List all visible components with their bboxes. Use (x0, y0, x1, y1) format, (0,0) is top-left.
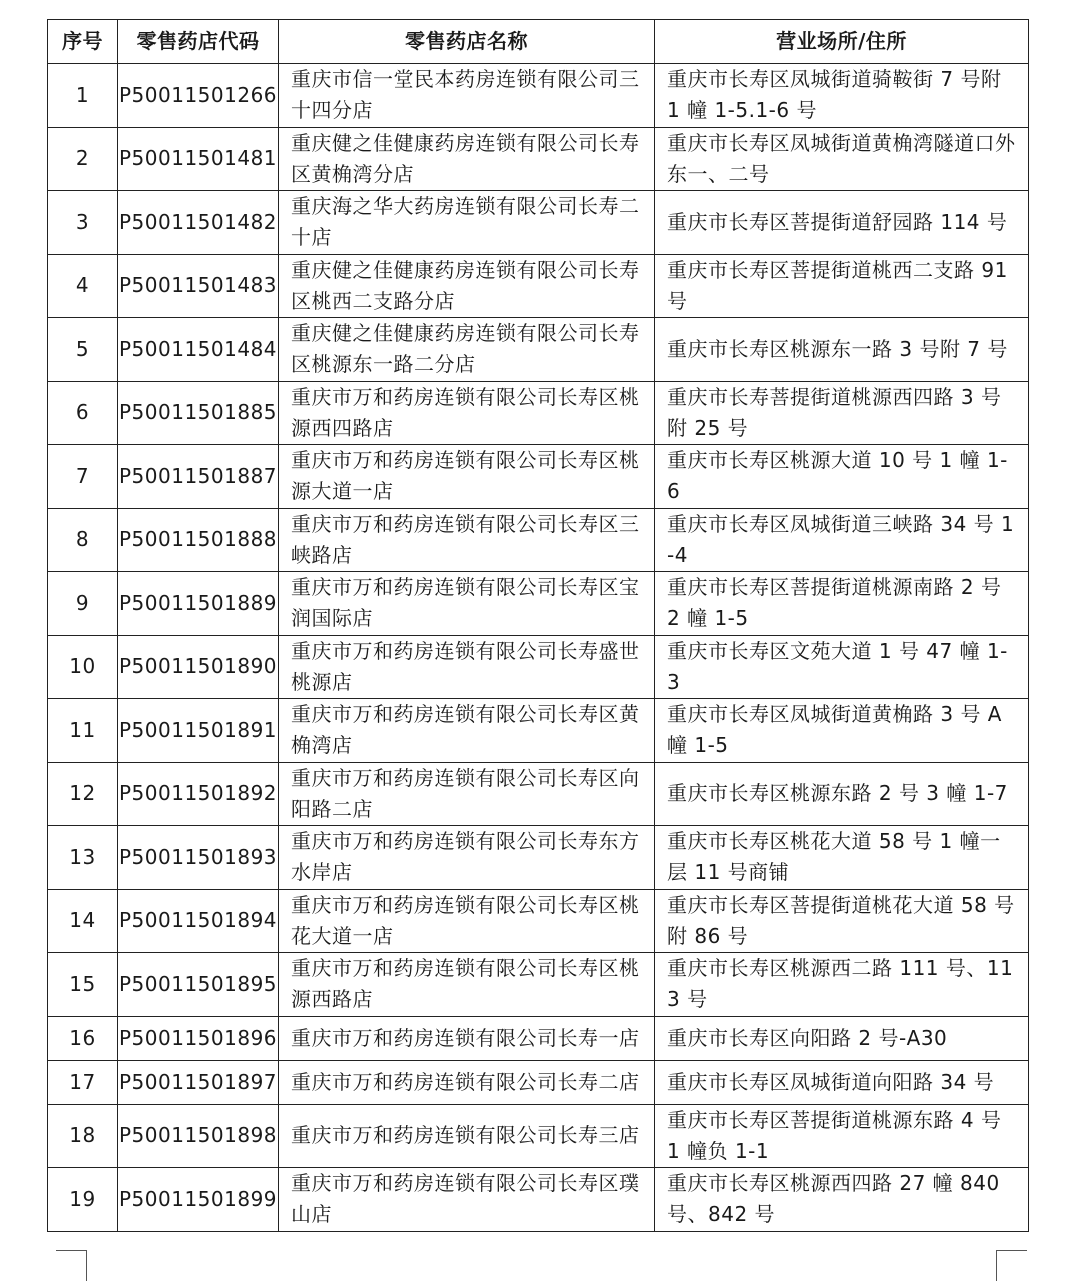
cell-pharmacy-code: P50011501482 (118, 191, 279, 255)
header-address: 营业场所/住所 (655, 20, 1029, 64)
table-row (48, 762, 1029, 826)
cell-index: 2 (48, 127, 118, 191)
cell-address: 重庆市长寿区菩提街道桃源东路 4 号 1 幢负 1-1 (655, 1104, 1029, 1168)
cell-index: 5 (48, 318, 118, 382)
cell-index: 3 (48, 191, 118, 255)
cell-index: 11 (48, 699, 118, 763)
table-row (48, 64, 1029, 128)
cell-index: 16 (48, 1016, 118, 1060)
cell-pharmacy-name: 重庆市万和药房连锁有限公司长寿区璞山店 (279, 1168, 655, 1232)
cell-pharmacy-name: 重庆市万和药房连锁有限公司长寿一店 (279, 1016, 655, 1060)
table-row (48, 1104, 1029, 1168)
pharmacy-table (47, 19, 1029, 1232)
cell-address: 重庆市长寿区凤城街道黄桷湾隧道口外东一、二号 (655, 127, 1029, 191)
cell-pharmacy-name: 重庆市万和药房连锁有限公司长寿盛世桃源店 (279, 635, 655, 699)
cell-pharmacy-name: 重庆市万和药房连锁有限公司长寿区桃源西四路店 (279, 381, 655, 445)
table-row (48, 572, 1029, 636)
cell-index: 7 (48, 445, 118, 509)
cell-pharmacy-code: P50011501898 (118, 1104, 279, 1168)
cell-pharmacy-name: 重庆市万和药房连锁有限公司长寿三店 (279, 1104, 655, 1168)
header-pharmacy-name: 零售药店名称 (279, 20, 655, 64)
cell-address: 重庆市长寿区向阳路 2 号-A30 (655, 1016, 1029, 1060)
cell-pharmacy-code: P50011501896 (118, 1016, 279, 1060)
cell-pharmacy-name: 重庆市万和药房连锁有限公司长寿区三峡路店 (279, 508, 655, 572)
cell-pharmacy-code: P50011501484 (118, 318, 279, 382)
cell-index: 1 (48, 64, 118, 128)
cell-pharmacy-code: P50011501892 (118, 762, 279, 826)
table-row (48, 826, 1029, 890)
cell-pharmacy-code: P50011501899 (118, 1168, 279, 1232)
table-row (48, 191, 1029, 255)
cell-pharmacy-code: P50011501887 (118, 445, 279, 509)
cell-pharmacy-name: 重庆健之佳健康药房连锁有限公司长寿区桃源东一路二分店 (279, 318, 655, 382)
cell-index: 19 (48, 1168, 118, 1232)
cell-pharmacy-name: 重庆市信一堂民本药房连锁有限公司三十四分店 (279, 64, 655, 128)
cell-pharmacy-code: P50011501897 (118, 1060, 279, 1104)
cell-pharmacy-name: 重庆市万和药房连锁有限公司长寿区桃花大道一店 (279, 889, 655, 953)
table-row (48, 1060, 1029, 1104)
cell-pharmacy-code: P50011501483 (118, 254, 279, 318)
table-row (48, 445, 1029, 509)
table-header (48, 20, 1029, 64)
cell-index: 6 (48, 381, 118, 445)
table-row (48, 953, 1029, 1017)
cell-pharmacy-code: P50011501893 (118, 826, 279, 890)
cell-pharmacy-code: P50011501895 (118, 953, 279, 1017)
cell-address: 重庆市长寿区桃源西四路 27 幢 840 号、842 号 (655, 1168, 1029, 1232)
cell-pharmacy-name: 重庆市万和药房连锁有限公司长寿区宝润国际店 (279, 572, 655, 636)
table-row (48, 508, 1029, 572)
pharmacy-table-container (47, 19, 1028, 1232)
cell-index: 15 (48, 953, 118, 1017)
table-row (48, 381, 1029, 445)
cell-pharmacy-name: 重庆市万和药房连锁有限公司长寿区黄桷湾店 (279, 699, 655, 763)
cell-address: 重庆市长寿区凤城街道黄桷路 3 号 A 幢 1-5 (655, 699, 1029, 763)
cell-pharmacy-code: P50011501894 (118, 889, 279, 953)
cell-pharmacy-code: P50011501266 (118, 64, 279, 128)
cell-address: 重庆市长寿区菩提街道舒园路 114 号 (655, 191, 1029, 255)
table-row (48, 254, 1029, 318)
cell-pharmacy-name: 重庆市万和药房连锁有限公司长寿东方水岸店 (279, 826, 655, 890)
cell-index: 4 (48, 254, 118, 318)
cell-pharmacy-name: 重庆市万和药房连锁有限公司长寿区向阳路二店 (279, 762, 655, 826)
header-pharmacy-code: 零售药店代码 (118, 20, 279, 64)
cell-address: 重庆市长寿区菩提街道桃西二支路 91 号 (655, 254, 1029, 318)
table-row (48, 127, 1029, 191)
cell-index: 13 (48, 826, 118, 890)
header-index: 序号 (48, 20, 118, 64)
cell-address: 重庆市长寿区凤城街道向阳路 34 号 (655, 1060, 1029, 1104)
cell-address: 重庆市长寿区菩提街道桃花大道 58 号附 86 号 (655, 889, 1029, 953)
table-row (48, 635, 1029, 699)
cell-index: 17 (48, 1060, 118, 1104)
cell-index: 12 (48, 762, 118, 826)
cell-pharmacy-name: 重庆市万和药房连锁有限公司长寿区桃源西路店 (279, 953, 655, 1017)
cell-address: 重庆市长寿区桃花大道 58 号 1 幢一层 11 号商铺 (655, 826, 1029, 890)
page-corner-mark-left (56, 1250, 87, 1281)
cell-address: 重庆市长寿区桃源东路 2 号 3 幢 1-7 (655, 762, 1029, 826)
table-row (48, 889, 1029, 953)
cell-pharmacy-code: P50011501890 (118, 635, 279, 699)
cell-pharmacy-name: 重庆市万和药房连锁有限公司长寿区桃源大道一店 (279, 445, 655, 509)
cell-pharmacy-name: 重庆健之佳健康药房连锁有限公司长寿区黄桷湾分店 (279, 127, 655, 191)
cell-index: 14 (48, 889, 118, 953)
cell-pharmacy-code: P50011501885 (118, 381, 279, 445)
cell-pharmacy-code: P50011501891 (118, 699, 279, 763)
header-row (48, 20, 1029, 64)
cell-address: 重庆市长寿区桃源大道 10 号 1 幢 1-6 (655, 445, 1029, 509)
table-row (48, 1016, 1029, 1060)
cell-address: 重庆市长寿区文苑大道 1 号 47 幢 1-3 (655, 635, 1029, 699)
cell-index: 10 (48, 635, 118, 699)
page-corner-mark-right (996, 1250, 1027, 1281)
cell-address: 重庆市长寿区桃源西二路 111 号、113 号 (655, 953, 1029, 1017)
cell-index: 18 (48, 1104, 118, 1168)
cell-index: 9 (48, 572, 118, 636)
table-row (48, 699, 1029, 763)
cell-pharmacy-name: 重庆海之华大药房连锁有限公司长寿二十店 (279, 191, 655, 255)
table-body (48, 64, 1029, 1232)
cell-address: 重庆市长寿区凤城街道三峡路 34 号 1-4 (655, 508, 1029, 572)
cell-address: 重庆市长寿区桃源东一路 3 号附 7 号 (655, 318, 1029, 382)
cell-pharmacy-name: 重庆健之佳健康药房连锁有限公司长寿区桃西二支路分店 (279, 254, 655, 318)
cell-pharmacy-code: P50011501888 (118, 508, 279, 572)
cell-pharmacy-name: 重庆市万和药房连锁有限公司长寿二店 (279, 1060, 655, 1104)
cell-address: 重庆市长寿区凤城街道骑鞍街 7 号附 1 幢 1-5.1-6 号 (655, 64, 1029, 128)
table-row (48, 1168, 1029, 1232)
cell-pharmacy-code: P50011501889 (118, 572, 279, 636)
table-row (48, 318, 1029, 382)
cell-pharmacy-code: P50011501481 (118, 127, 279, 191)
cell-address: 重庆市长寿区菩提街道桃源南路 2 号 2 幢 1-5 (655, 572, 1029, 636)
cell-address: 重庆市长寿菩提街道桃源西四路 3 号附 25 号 (655, 381, 1029, 445)
cell-index: 8 (48, 508, 118, 572)
